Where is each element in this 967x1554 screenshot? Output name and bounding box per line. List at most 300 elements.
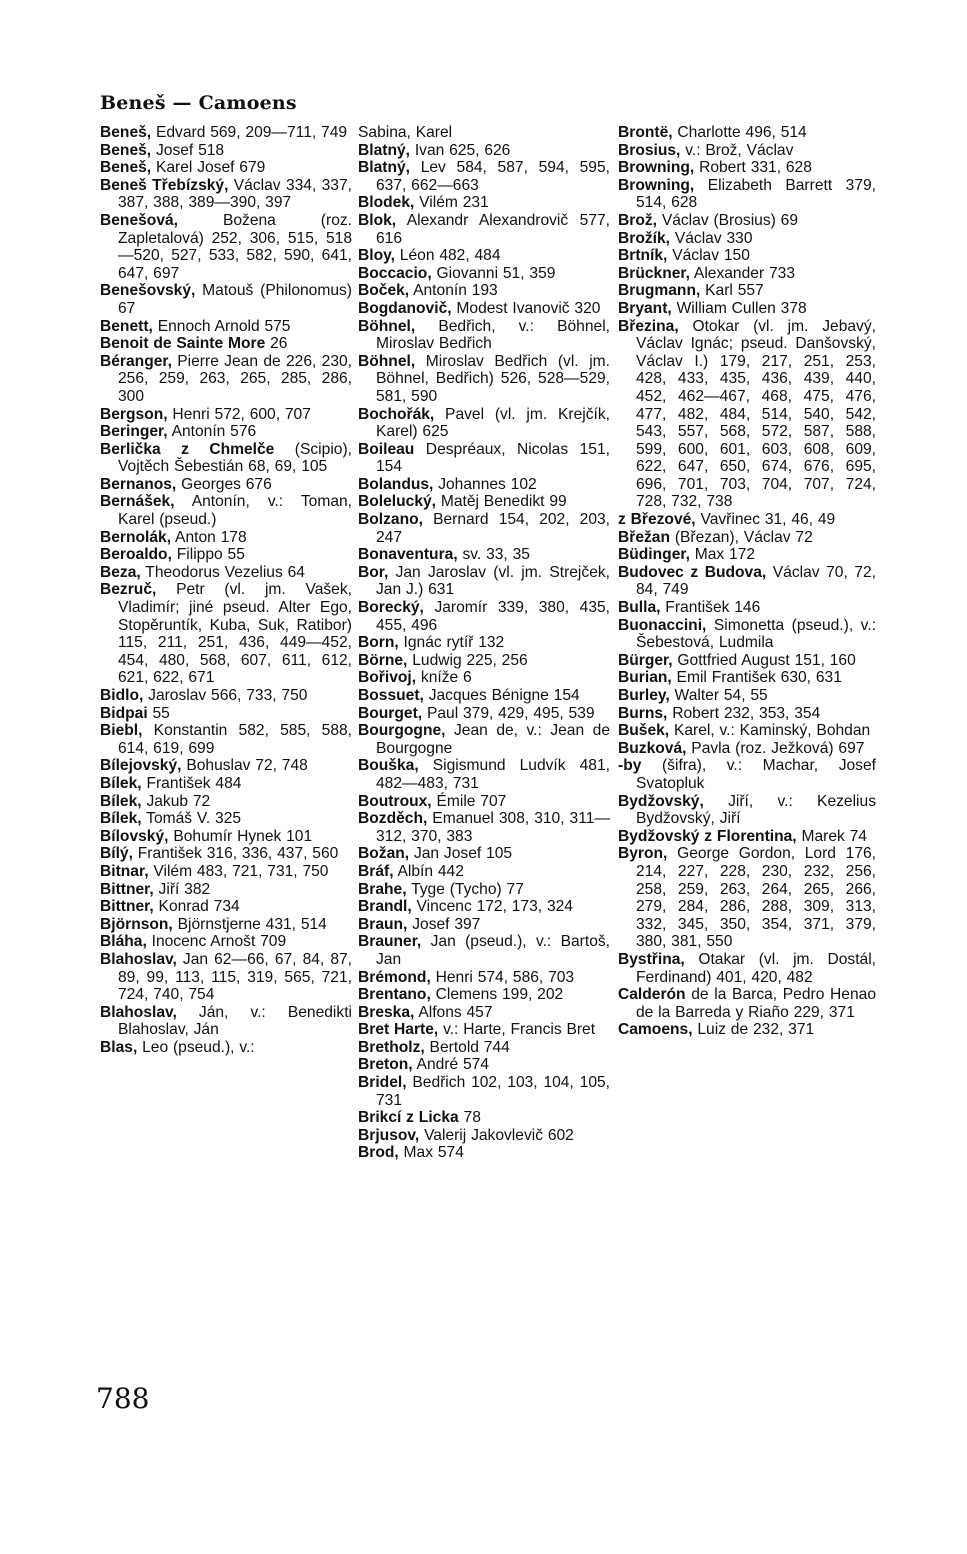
entry-headword: Brentano, xyxy=(358,986,431,1004)
entry-headword: Bílejovský, xyxy=(100,757,182,775)
entry-references: Karl 557 xyxy=(700,282,764,300)
entry-references: František 316, 336, 437, 560 xyxy=(132,845,339,863)
entry-references: Marek 74 xyxy=(796,827,867,845)
entry-references: Antonín, v.: Toman, Karel (pseud.) xyxy=(118,493,352,529)
index-entry xyxy=(100,335,352,353)
entry-references: Alfons 457 xyxy=(414,1003,493,1021)
entry-headword: Bidpai xyxy=(100,704,148,722)
entry-references: Simonetta (pseud.), v.: Šebestová, Ludmila xyxy=(636,616,876,652)
entry-headword: Björnson, xyxy=(100,915,173,933)
index-entry xyxy=(358,1144,610,1162)
index-entry xyxy=(358,353,610,406)
entry-headword: Bourget, xyxy=(358,704,423,722)
entry-references: Lev 584, 587, 594, 595, 637, 662—663 xyxy=(376,159,610,194)
entry-headword: Böhnel, xyxy=(358,317,416,335)
index-entry xyxy=(358,722,610,757)
entry-references: Henri 572, 600, 707 xyxy=(167,405,311,423)
entry-references: Max 574 xyxy=(398,1144,464,1162)
entry-headword: Benešovský, xyxy=(100,282,196,300)
entry-references: Inocenc Arnošt 709 xyxy=(146,933,287,951)
entry-references: Émile 707 xyxy=(431,792,507,810)
entry-headword: Brauner, xyxy=(358,933,422,951)
index-entry xyxy=(358,493,610,511)
entry-headword: Burns, xyxy=(618,704,668,722)
entry-headword: Benešová, xyxy=(100,211,179,229)
index-entry xyxy=(100,863,352,881)
entry-references: Jan (pseud.), v.: Bartoš, Jan xyxy=(376,933,610,968)
entry-references: Modest Ivanovič 320 xyxy=(451,299,601,317)
entry-references: Leo (pseud.), v.: xyxy=(137,1038,255,1056)
entry-headword: Bitnar, xyxy=(100,862,149,880)
entry-references: Walter 54, 55 xyxy=(669,687,768,704)
entry-references: Anton 178 xyxy=(171,528,247,546)
entry-references: George Gordon, Lord 176, 214, 227, 228, 230, 232, 256, 258, 259, 263, 264, 265, 266, 279, 284, 286, 288, 309, 313, 332, 345, 350, 354, 371, 379, 380, 381, 550 xyxy=(636,845,876,951)
entry-references: Alexandr Alexandrovič 577, 616 xyxy=(376,211,610,247)
entry-headword: Bor, xyxy=(358,563,389,581)
entry-headword: Bogdanovič, xyxy=(358,299,452,317)
entry-references: Tyge (Tycho) 77 xyxy=(406,880,524,898)
entry-references: Elizabeth Barrett 379, 514, 628 xyxy=(636,176,876,212)
entry-headword: Benett, xyxy=(100,317,153,335)
entry-headword: Bonaventura, xyxy=(358,546,458,564)
entry-references: de la Barca, Pedro Henao de la Barreda y Riaño 229, 371 xyxy=(636,986,876,1021)
entry-headword: Bridel, xyxy=(358,1074,407,1092)
entry-references: Clemens 199, 202 xyxy=(430,986,564,1004)
entry-references: Robert 331, 628 xyxy=(694,159,812,177)
entry-headword: Bušek, xyxy=(618,722,670,740)
entry-references: Björnstjerne 431, 514 xyxy=(172,915,327,933)
index-entry xyxy=(100,423,352,441)
entry-headword: Brtník, xyxy=(618,247,668,265)
index-entry xyxy=(100,916,352,934)
entry-references: Filippo 55 xyxy=(171,546,245,564)
index-entry xyxy=(358,969,610,987)
entry-references: Vilém 483, 721, 731, 750 xyxy=(148,862,329,880)
entry-references: Vincenc 172, 173, 324 xyxy=(411,898,573,916)
entry-headword: Bolelucký, xyxy=(358,493,436,511)
entry-headword: Bezruč, xyxy=(100,581,157,599)
index-entry xyxy=(358,247,610,265)
entry-references: Gottfried August 151, 160 xyxy=(672,651,856,669)
index-entry xyxy=(358,1039,610,1057)
entry-headword: Béranger, xyxy=(100,352,172,370)
entry-headword: Camoens, xyxy=(618,1021,693,1039)
entry-references: Paul 379, 429, 495, 539 xyxy=(422,704,595,722)
entry-references: Jan 62—66, 67, 84, 87, 89, 99, 113, 115, 319, 565, 721, 724, 740, 754 xyxy=(118,950,352,1004)
index-entry xyxy=(358,194,610,212)
entry-headword: Biebl, xyxy=(100,722,143,740)
entry-headword: Brod, xyxy=(358,1144,399,1162)
entry-headword: Bílovský, xyxy=(100,827,169,845)
index-entry xyxy=(618,265,876,283)
index-entry xyxy=(100,546,352,564)
entry-headword: Burley, xyxy=(618,687,670,704)
index-entry xyxy=(358,687,610,705)
index-entry xyxy=(358,634,610,652)
entry-references: Konrad 734 xyxy=(153,898,240,916)
entry-headword: Büdinger, xyxy=(618,546,690,564)
entry-references: Pierre Jean de 226, 230, 256, 259, 263, 265, 285, 286, 300 xyxy=(118,352,352,405)
entry-references: sv. 33, 35 xyxy=(457,546,530,564)
entry-headword: Blatný, xyxy=(358,141,410,159)
index-entry xyxy=(358,564,610,599)
entry-references: Sabina, Karel xyxy=(358,124,453,141)
entry-references: František 146 xyxy=(660,599,761,617)
entry-headword: Bráf, xyxy=(358,862,394,880)
index-entry xyxy=(100,318,352,336)
index-entry xyxy=(358,916,610,934)
entry-headword: Beneš, xyxy=(100,141,152,159)
entry-headword: Bystřina, xyxy=(618,950,685,968)
index-entry xyxy=(618,318,876,512)
entry-headword: Bílek, xyxy=(100,792,142,810)
entry-references: Petr (vl. jm. Vašek, Vladimír; jiné pseud. Alter Ego, Stopěruntík, Kuba, Suk, Ratibor) 115, 211, 251, 436, 449—452, 454, 480, 568, 607, 611, 612, 621, 622, 671 xyxy=(118,581,352,687)
entry-headword: Beroaldo, xyxy=(100,546,172,564)
index-entry xyxy=(358,406,610,441)
index-entry xyxy=(100,282,352,317)
index-entry xyxy=(100,775,352,793)
entry-headword: Brontë, xyxy=(618,124,673,141)
entry-references: Theodorus Vezelius 64 xyxy=(140,563,305,581)
entry-headword: Böhnel, xyxy=(358,352,416,370)
entry-headword: Beringer, xyxy=(100,423,168,441)
entry-headword: Blahoslav, xyxy=(100,1003,177,1021)
entry-references: Vilém 231 xyxy=(414,194,489,212)
entry-headword: Bloy, xyxy=(358,247,395,265)
entry-headword: Bidlo, xyxy=(100,687,144,704)
index-entry xyxy=(358,1021,610,1039)
entry-references: Jiří, v.: Kezelius Bydžovský, Jiří xyxy=(636,792,876,828)
entry-references: Miroslav Bedřich (vl. jm. Böhnel, Bedřich) 526, 528—529, 581, 590 xyxy=(376,352,610,405)
entry-references: Ján, v.: Benedikti Blahoslav, Ján xyxy=(118,1003,352,1039)
entry-headword: Božan, xyxy=(358,845,410,863)
index-entry xyxy=(618,177,876,212)
entry-references: Giovanni 51, 359 xyxy=(431,264,556,282)
index-entry xyxy=(618,247,876,265)
index-entry xyxy=(100,933,352,951)
index-entry xyxy=(618,757,876,792)
entry-headword: Berlička z Chmelče xyxy=(100,440,275,458)
entry-headword: Bürger, xyxy=(618,651,673,669)
entry-references: Charlotte 496, 514 xyxy=(672,124,807,141)
entry-headword: Borecký, xyxy=(358,599,424,617)
entry-references: v.: Harte, Francis Bret xyxy=(438,1021,596,1039)
entry-headword: Bulla, xyxy=(618,599,661,617)
entry-references: Léon 482, 484 xyxy=(394,247,501,265)
entry-references: Otakar (vl. jm. Dostál, Ferdinand) 401, 420, 482 xyxy=(636,950,876,986)
entry-headword: Börne, xyxy=(358,651,408,669)
entry-headword: Bořivoj, xyxy=(358,669,417,687)
index-entry xyxy=(100,898,352,916)
entry-headword: Bernanos, xyxy=(100,475,177,493)
entry-headword: Brémond, xyxy=(358,968,431,986)
entry-headword: Browning, xyxy=(618,159,695,177)
index-entry xyxy=(358,986,610,1004)
entry-headword: Breska, xyxy=(358,1003,415,1021)
entry-references: Bedřich, v.: Böhnel, Miroslav Bedřich xyxy=(376,317,610,353)
entry-references: Vavřinec 31, 46, 49 xyxy=(695,511,836,529)
entry-references: 55 xyxy=(147,704,170,722)
entry-headword: Benoit de Sainte More xyxy=(100,335,266,353)
entry-headword: Beneš Třebízský, xyxy=(100,176,229,194)
entry-headword: Bláha, xyxy=(100,933,147,951)
entry-references: Jaromír 339, 380, 435, 455, 496 xyxy=(376,599,610,634)
entry-headword: Bozděch, xyxy=(358,810,428,828)
index-entry xyxy=(358,705,610,723)
entry-headword: Blodek, xyxy=(358,194,415,212)
entry-headword: Browning, xyxy=(618,176,695,194)
index-entry xyxy=(358,282,610,300)
entry-references: Jacques Bénigne 154 xyxy=(423,687,580,704)
index-entry xyxy=(358,933,610,968)
index-entry xyxy=(100,845,352,863)
entry-references: Jan Jaroslav (vl. jm. Strejček, Jan J.) 631 xyxy=(376,563,610,599)
entry-headword: Bernášek, xyxy=(100,493,175,511)
entry-headword: Buonaccini, xyxy=(618,616,707,634)
entry-headword: Brjusov, xyxy=(358,1126,420,1144)
entry-references: 26 xyxy=(265,335,288,353)
index-entry xyxy=(358,1127,610,1145)
index-column-2 xyxy=(358,124,610,1162)
index-entry xyxy=(100,810,352,828)
entry-references: Alexander 733 xyxy=(689,264,795,282)
index-entry xyxy=(358,124,610,142)
index-entry xyxy=(100,177,352,212)
entry-references: Edvard 569, 209—711, 749 xyxy=(151,124,348,141)
entry-headword: Bittner, xyxy=(100,880,154,898)
index-entry xyxy=(358,300,610,318)
index-entry xyxy=(358,511,610,546)
entry-headword: Bílý, xyxy=(100,845,133,863)
index-entry xyxy=(358,793,610,811)
index-entry xyxy=(358,159,610,194)
entry-references: Karel Josef 679 xyxy=(151,159,266,177)
index-entry xyxy=(358,476,610,494)
entry-references: Josef 518 xyxy=(151,141,225,159)
entry-headword: Burian, xyxy=(618,669,672,687)
entry-references: Pavla (roz. Ježková) 697 xyxy=(686,739,865,757)
entry-references: Sigismund Ludvík 481, 482—483, 731 xyxy=(376,757,610,792)
index-entry xyxy=(618,599,876,617)
page-number: 788 xyxy=(96,1382,150,1415)
index-entry xyxy=(358,898,610,916)
entry-headword: Buzková, xyxy=(618,739,687,757)
index-entry xyxy=(100,441,352,476)
entry-references: (Scipio), Vojtěch Šebestián 68, 69, 105 xyxy=(118,440,352,476)
entry-references: Bernard 154, 202, 203, 247 xyxy=(376,511,610,546)
entry-references: Antonín 193 xyxy=(409,282,498,300)
index-entry xyxy=(100,142,352,160)
entry-headword: Bernolák, xyxy=(100,528,172,546)
entry-references: Bohumír Hynek 101 xyxy=(168,827,313,845)
entry-references: Ivan 625, 626 xyxy=(410,141,511,159)
entry-references: Ennoch Arnold 575 xyxy=(152,317,291,335)
entry-references: Václav (Brosius) 69 xyxy=(656,211,799,229)
entry-headword: Brahe, xyxy=(358,880,407,898)
entry-headword: Born, xyxy=(358,634,399,652)
entry-references: Emanuel 308, 310, 311—312, 370, 383 xyxy=(376,810,610,845)
index-entry xyxy=(358,810,610,845)
index-entry xyxy=(100,212,352,282)
entry-references: (šifra), v.: Machar, Josef Svatopluk xyxy=(636,757,876,792)
entry-headword: Březina, xyxy=(618,317,679,335)
entry-references: Ludwig 225, 256 xyxy=(407,651,528,669)
entry-references: Josef 397 xyxy=(407,915,481,933)
index-entry xyxy=(100,353,352,406)
index-entry xyxy=(358,881,610,899)
entry-headword: Boccacio, xyxy=(358,264,432,282)
index-entry xyxy=(618,669,876,687)
index-entry xyxy=(358,1109,610,1127)
entry-references: Johannes 102 xyxy=(433,475,537,493)
index-entry xyxy=(100,476,352,494)
index-entry xyxy=(618,546,876,564)
entry-headword: Bourgogne, xyxy=(358,722,446,740)
entry-references: Pavel (vl. jm. Krejčík, Karel) 625 xyxy=(376,405,610,441)
index-entry xyxy=(358,265,610,283)
entry-references: Luiz de 232, 371 xyxy=(692,1021,815,1039)
entry-headword: Blahoslav, xyxy=(100,950,177,968)
entry-references: Karel, v.: Kaminský, Bohdan xyxy=(669,722,871,740)
entry-headword: -by xyxy=(618,757,642,775)
index-entry xyxy=(100,687,352,705)
index-entry xyxy=(618,282,876,300)
entry-headword: Bret Harte, xyxy=(358,1021,439,1039)
index-entry xyxy=(100,159,352,177)
entry-references: v.: Brož, Václav xyxy=(680,141,794,159)
index-entry xyxy=(358,441,610,476)
entry-headword: Beza, xyxy=(100,563,141,581)
index-entry xyxy=(358,1004,610,1022)
entry-headword: Bílek, xyxy=(100,774,142,792)
index-entry xyxy=(358,845,610,863)
entry-headword: Calderón xyxy=(618,986,686,1004)
entry-references: Henri 574, 586, 703 xyxy=(430,968,575,986)
entry-references: Albín 442 xyxy=(393,862,464,880)
entry-references: Bohuslav 72, 748 xyxy=(181,757,308,775)
index-entry xyxy=(618,845,876,951)
index-entry xyxy=(358,1074,610,1109)
entry-headword: Bolzano, xyxy=(358,511,423,529)
index-entry xyxy=(100,881,352,899)
entry-headword: Bouška, xyxy=(358,757,419,775)
index-entry xyxy=(358,142,610,160)
entry-references: Jakub 72 xyxy=(141,792,211,810)
entry-references: Václav 70, 72, 84, 749 xyxy=(636,563,876,599)
index-entry xyxy=(100,1004,352,1039)
index-entry xyxy=(618,1021,876,1039)
entry-references: Tomáš V. 325 xyxy=(141,810,242,828)
entry-headword: Blok, xyxy=(358,211,397,229)
index-entry xyxy=(358,757,610,792)
entry-headword: Brikcí z Licka xyxy=(358,1109,459,1127)
index-entry xyxy=(100,493,352,528)
entry-references: Georges 676 xyxy=(176,475,272,493)
entry-headword: Bolandus, xyxy=(358,475,434,493)
index-entry xyxy=(100,705,352,723)
entry-references: André 574 xyxy=(412,1056,490,1074)
index-entry xyxy=(100,529,352,547)
index-entry xyxy=(618,564,876,599)
index-entry xyxy=(100,828,352,846)
entry-headword: Brož, xyxy=(618,211,657,229)
entry-headword: Blatný, xyxy=(358,159,410,177)
index-entry xyxy=(618,212,876,230)
index-entry xyxy=(618,986,876,1021)
index-entry xyxy=(618,511,876,529)
entry-references: Matouš (Philonomus) 67 xyxy=(118,282,352,317)
index-entry xyxy=(618,705,876,723)
index-entry xyxy=(618,951,876,986)
entry-references: Emil František 630, 631 xyxy=(671,669,842,687)
entry-headword: Bílek, xyxy=(100,810,142,828)
entry-references: Antonín 576 xyxy=(167,423,257,441)
index-entry xyxy=(358,652,610,670)
index-entry xyxy=(618,124,876,142)
index-entry xyxy=(618,159,876,177)
entry-references: Jaroslav 566, 733, 750 xyxy=(143,687,308,704)
entry-headword: Boileau xyxy=(358,440,415,458)
index-column-3 xyxy=(618,124,876,1039)
index-entry xyxy=(618,740,876,758)
index-entry xyxy=(100,581,352,687)
index-entry xyxy=(618,722,876,740)
entry-headword: Beneš, xyxy=(100,159,152,177)
index-entry xyxy=(618,828,876,846)
index-entry xyxy=(100,1039,352,1057)
entry-references: Bedřich 102, 103, 104, 105, 731 xyxy=(376,1074,610,1109)
index-entry xyxy=(618,142,876,160)
entry-headword: Brugmann, xyxy=(618,282,701,300)
entry-references: Ignác rytíř 132 xyxy=(398,634,505,652)
entry-headword: Beneš, xyxy=(100,124,152,141)
index-entry xyxy=(100,124,352,142)
entry-references: Robert 232, 353, 354 xyxy=(667,704,821,722)
entry-references: Valerij Jakovlevič 602 xyxy=(419,1126,574,1144)
entry-headword: Bittner, xyxy=(100,898,154,916)
entry-headword: z Březové, xyxy=(618,511,696,529)
entry-headword: Bydžovský, xyxy=(618,792,704,810)
entry-headword: Brückner, xyxy=(618,264,690,282)
entry-references: Jan Josef 105 xyxy=(409,845,513,863)
entry-headword: Bossuet, xyxy=(358,687,424,704)
entry-references: Jiří 382 xyxy=(153,880,211,898)
index-entry xyxy=(358,863,610,881)
index-entry xyxy=(100,793,352,811)
entry-headword: Braun, xyxy=(358,915,408,933)
running-header: Beneš — Camoens xyxy=(100,92,297,114)
entry-references: Max 172 xyxy=(689,546,756,564)
entry-headword: Bergson, xyxy=(100,405,168,423)
entry-references: Matěj Benedikt 99 xyxy=(436,493,567,511)
index-entry xyxy=(618,652,876,670)
entry-headword: Bretholz, xyxy=(358,1038,425,1056)
entry-headword: Bydžovský z Florentina, xyxy=(618,827,797,845)
index-entry xyxy=(100,722,352,757)
index-entry xyxy=(618,687,876,705)
index-entry xyxy=(618,300,876,318)
entry-references: Václav 334, 337, 387, 388, 389—390, 397 xyxy=(118,176,352,212)
entry-headword: Bryant, xyxy=(618,299,672,317)
index-entry xyxy=(100,757,352,775)
index-entry xyxy=(358,669,610,687)
index-entry xyxy=(100,951,352,1004)
entry-references: Konstantin 582, 585, 588, 614, 619, 699 xyxy=(118,722,352,757)
index-entry xyxy=(358,599,610,634)
entry-headword: Blas, xyxy=(100,1038,138,1056)
index-entry xyxy=(618,529,876,547)
index-entry xyxy=(618,617,876,652)
